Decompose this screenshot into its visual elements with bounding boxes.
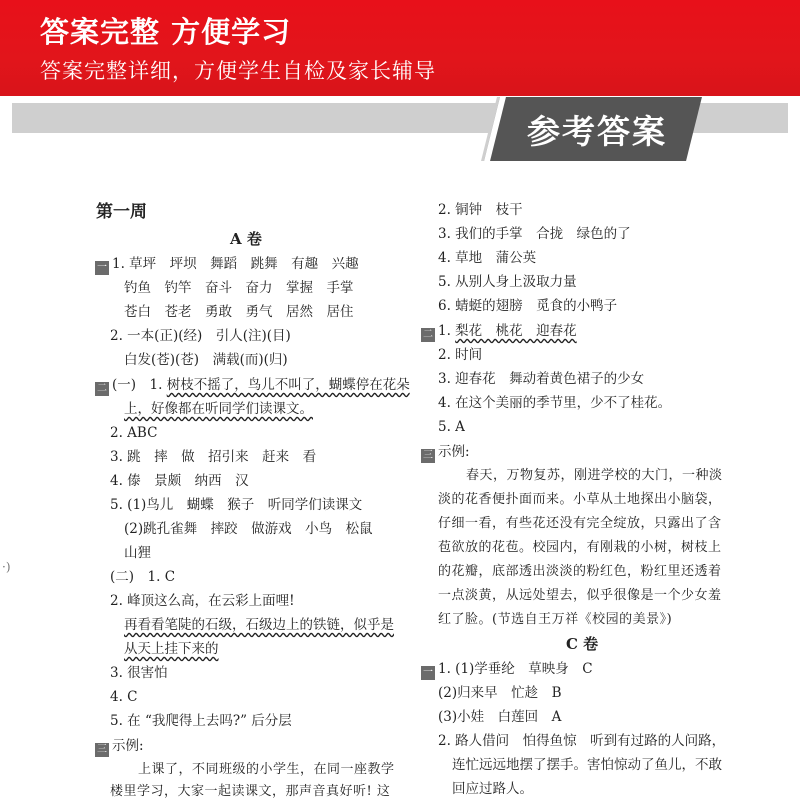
essay-right-4: 苞欲放的花苞。校园内，有刚栽的小树，树枝上 <box>438 540 722 555</box>
q2-line15: 5. 在 “我爬得上去吗?” 后分层 <box>110 713 292 729</box>
section-marker-3: 三 <box>97 744 107 755</box>
c-line4: 2. 路人借问 怕得鱼惊 听到有过路的人问路， <box>438 733 726 749</box>
r-line9: 4. 在这个美丽的季节里，少不了桂花。 <box>438 395 672 411</box>
top-banner <box>0 0 800 96</box>
q1-text-1: 1. 草坪 坪坝 舞蹈 跳舞 有趣 兴趣 <box>112 256 359 272</box>
q2-line6: 5. (1)鸟儿 蝴蝶 猴子 听同学们读课文 <box>110 497 363 513</box>
banner-subtitle: 答案完整详细，方便学生自检及家长辅导 <box>40 59 436 83</box>
q2-underlined-12: 从天上挂下来的 <box>124 641 219 657</box>
r-line7: 2. 时间 <box>438 347 483 363</box>
q1-line3: 苍白 苍老 勇敢 勇气 居然 居住 <box>124 304 354 320</box>
c-line6: 回应过路人。 <box>452 781 533 797</box>
q3-label: 示例: <box>112 738 144 754</box>
section-marker-2: 二 <box>97 383 107 394</box>
q2-line1 <box>95 375 410 396</box>
c-line1 <box>421 659 593 680</box>
q2-underlined-11: 再看看笔陡的石级，石级边上的铁链，似乎是 <box>124 617 394 633</box>
r-line10: 5. A <box>438 419 465 435</box>
r-q2-prefix: 1. <box>438 323 456 339</box>
c-line5: 连忙远远地摆了摆手。害怕惊动了鱼儿，不敢 <box>452 757 722 773</box>
r-line1: 2. 铜钟 枝干 <box>438 202 523 218</box>
margin-mark: ·) <box>2 560 11 574</box>
q3-label-line <box>95 736 144 757</box>
q2-line5: 4. 傣 景颇 纳西 汉 <box>110 473 249 489</box>
r-line8: 3. 迎春花 舞动着黄色裙子的少女 <box>438 371 645 387</box>
q2-prefix: (一) 1. <box>112 377 167 393</box>
essay-left-2: 楼里学习，大家一起读课文，那声音真好听! 这 <box>110 784 391 799</box>
section-title: 参考答案 <box>527 112 667 151</box>
banner-title: 答案完整 方便学习 <box>40 15 292 49</box>
essay-left-1: 上课了，不同班级的小学生，在同一座教学 <box>138 762 395 777</box>
c-text-1: 1. (1)学垂纶 草映身 C <box>438 661 593 677</box>
section-marker-1: 一 <box>97 262 107 273</box>
paper-c-title: C 卷 <box>566 635 599 653</box>
q1-line2: 钓鱼 钓竿 奋斗 奋力 掌握 手掌 <box>124 280 354 296</box>
q2-line10: 2. 峰顶这么高，在云彩上面哩! <box>110 593 295 609</box>
q2-underlined-1: 树枝不摇了，鸟儿不叫了，蝴蝶停在花朵 <box>166 377 410 393</box>
essay-right-3: 仔细一看，有些花还没有完全绽放，只露出了含 <box>438 516 722 531</box>
right-section-marker-1: 一 <box>423 667 433 678</box>
right-section-marker-2: 二 <box>423 329 433 340</box>
c-line3: (3)小娃 白莲回 A <box>438 709 562 725</box>
r-line2: 3. 我们的手掌 合拢 绿色的了 <box>438 226 631 242</box>
q1-line4: 2. 一本(正)(经) 引人(注)(目) <box>110 328 291 344</box>
q1-line1 <box>95 254 359 275</box>
essay-right-1: 春天，万物复苏，刚进学校的大门，一种淡 <box>466 468 723 483</box>
q2-underlined-2: 上，好像都在听同学们读课文。 <box>124 401 313 417</box>
week-title: 第一周 <box>96 202 147 222</box>
r-q3-label: 示例: <box>438 444 470 460</box>
q2-line9: (二) 1. C <box>110 569 176 585</box>
right-section-marker-3: 三 <box>423 450 433 461</box>
r-line3: 4. 草地 蒲公英 <box>438 250 537 266</box>
q2-line7: (2)跳孔雀舞 摔跤 做游戏 小鸟 松鼠 <box>124 521 373 537</box>
q1-line5: 白发(苍)(苍) 满载(而)(归) <box>124 352 288 368</box>
q2-line13: 3. 很害怕 <box>110 665 168 681</box>
r-q2-underlined: 梨花 桃花 迎春花 <box>455 323 577 339</box>
q2-line3: 2. ABC <box>110 425 158 441</box>
essay-right-2: 淡的花香便扑面而来。小草从土地探出小脑袋， <box>438 492 722 507</box>
essay-right-7: 红了脸。(节选自王万祥《校园的美景》) <box>438 612 673 627</box>
q2-line4: 3. 跳 摔 做 招引来 赶来 看 <box>110 449 317 465</box>
q2-line14: 4. C <box>110 689 138 705</box>
paper-a-title: A 卷 <box>230 230 262 248</box>
essay-right-5: 的花瓣，底部透出淡淡的粉红色，粉红里还透着 <box>438 564 722 579</box>
r-line4: 5. 从别人身上汲取力量 <box>438 274 577 290</box>
q2-line8: 山狸 <box>124 545 151 561</box>
r-line5: 6. 蜻蜓的翅膀 觅食的小鸭子 <box>438 298 618 314</box>
c-line2: (2)归来早 忙趁 B <box>438 685 562 701</box>
essay-right-6: 一点淡黄，从远处望去，似乎很像是一个少女羞 <box>438 588 722 603</box>
r-q2-line <box>421 321 577 342</box>
r-q3-line <box>421 442 470 463</box>
